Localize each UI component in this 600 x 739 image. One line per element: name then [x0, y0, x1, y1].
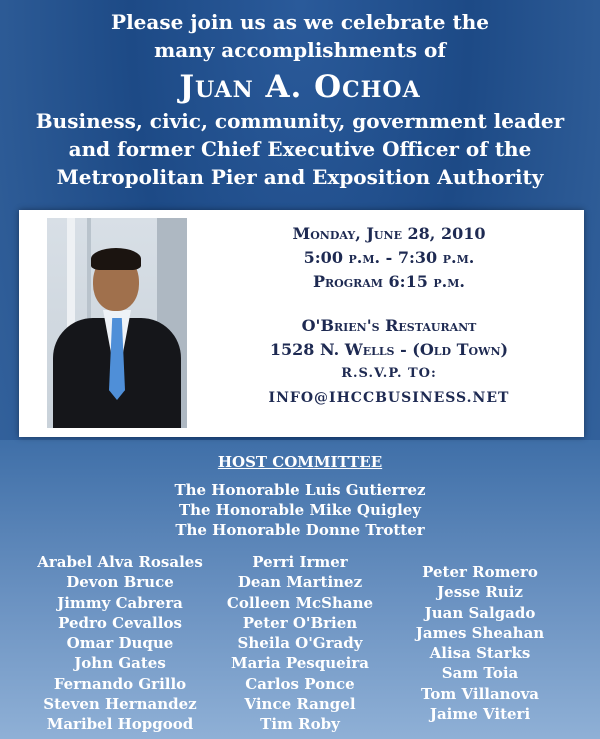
- event-details: [219, 222, 559, 410]
- event-address: 1528 N. Wells - (Old Town): [269, 340, 509, 359]
- event-rsvp: R.S.V.P. TO:: [341, 366, 437, 381]
- tagline-line-3: Metropolitan Pier and Exposition Authority: [56, 165, 544, 189]
- tagline-line-2: and former Chief Executive Officer of the: [68, 137, 532, 161]
- host-name: Jesse Ruiz: [437, 583, 523, 602]
- host-name: Dean Martinez: [237, 573, 363, 592]
- event-time: 5:00 p.m. - 7:30 p.m.: [303, 248, 475, 267]
- intro-line-2: many accomplishments of: [154, 38, 446, 62]
- host-name: Tim Roby: [260, 715, 340, 734]
- host-name: Sheila O'Grady: [237, 634, 363, 653]
- host-name: Jimmy Cabrera: [57, 593, 183, 612]
- host-name: John Gates: [74, 654, 166, 673]
- host-name: Juan Salgado: [424, 603, 536, 622]
- event-program: Program 6:15 p.m.: [312, 272, 466, 291]
- host-name: Perri Irmer: [252, 553, 348, 571]
- host-column-3: [375, 562, 585, 724]
- host-name: Steven Hernandez: [43, 695, 197, 714]
- honorables-list: [0, 480, 600, 540]
- host-name: Peter O'Brien: [242, 613, 358, 632]
- honorable-name: The Honorable Luis Gutierrez: [174, 481, 426, 499]
- host-name: Devon Bruce: [66, 573, 174, 592]
- host-name: Alisa Starks: [429, 644, 531, 663]
- honoree-photo: [47, 218, 187, 428]
- host-column-2: [195, 552, 405, 735]
- host-name: Colleen McShane: [226, 593, 374, 612]
- host-name: Tom Villanova: [420, 684, 540, 703]
- event-card: [19, 210, 584, 437]
- host-name: Pedro Cevallos: [58, 613, 182, 632]
- honoree-name: Juan A. Ochoa: [179, 69, 421, 105]
- host-committee-title: HOST COMMITTEE: [217, 453, 383, 471]
- honorable-name: The Honorable Mike Quigley: [178, 501, 422, 519]
- intro-line-1: Please join us as we celebrate the: [111, 10, 489, 34]
- host-name: Fernando Grillo: [53, 674, 187, 693]
- host-name: Peter Romero: [422, 563, 538, 581]
- event-venue: O'Brien's Restaurant: [301, 316, 477, 335]
- host-column-1: [15, 552, 225, 735]
- honorable-name: The Honorable Donne Trotter: [175, 521, 425, 539]
- event-date: Monday, June 28, 2010: [292, 224, 486, 243]
- invitation-header: [0, 8, 600, 190]
- host-name: Vince Rangel: [244, 695, 356, 714]
- host-name: Maribel Hopgood: [46, 715, 194, 734]
- tagline-line-1: Business, civic, community, government leader: [35, 109, 565, 133]
- host-name: Maria Pesqueira: [231, 654, 369, 673]
- host-name: Sam Toia: [441, 664, 519, 683]
- host-name: Arabel Alva Rosales: [37, 553, 203, 571]
- host-name: Jaime Viteri: [429, 705, 531, 724]
- host-name: James Sheahan: [415, 623, 545, 642]
- host-name: Carlos Ponce: [245, 674, 355, 693]
- host-name: Omar Duque: [66, 634, 174, 653]
- event-email: INFO@IHCCBUSINESS.NET: [268, 390, 510, 406]
